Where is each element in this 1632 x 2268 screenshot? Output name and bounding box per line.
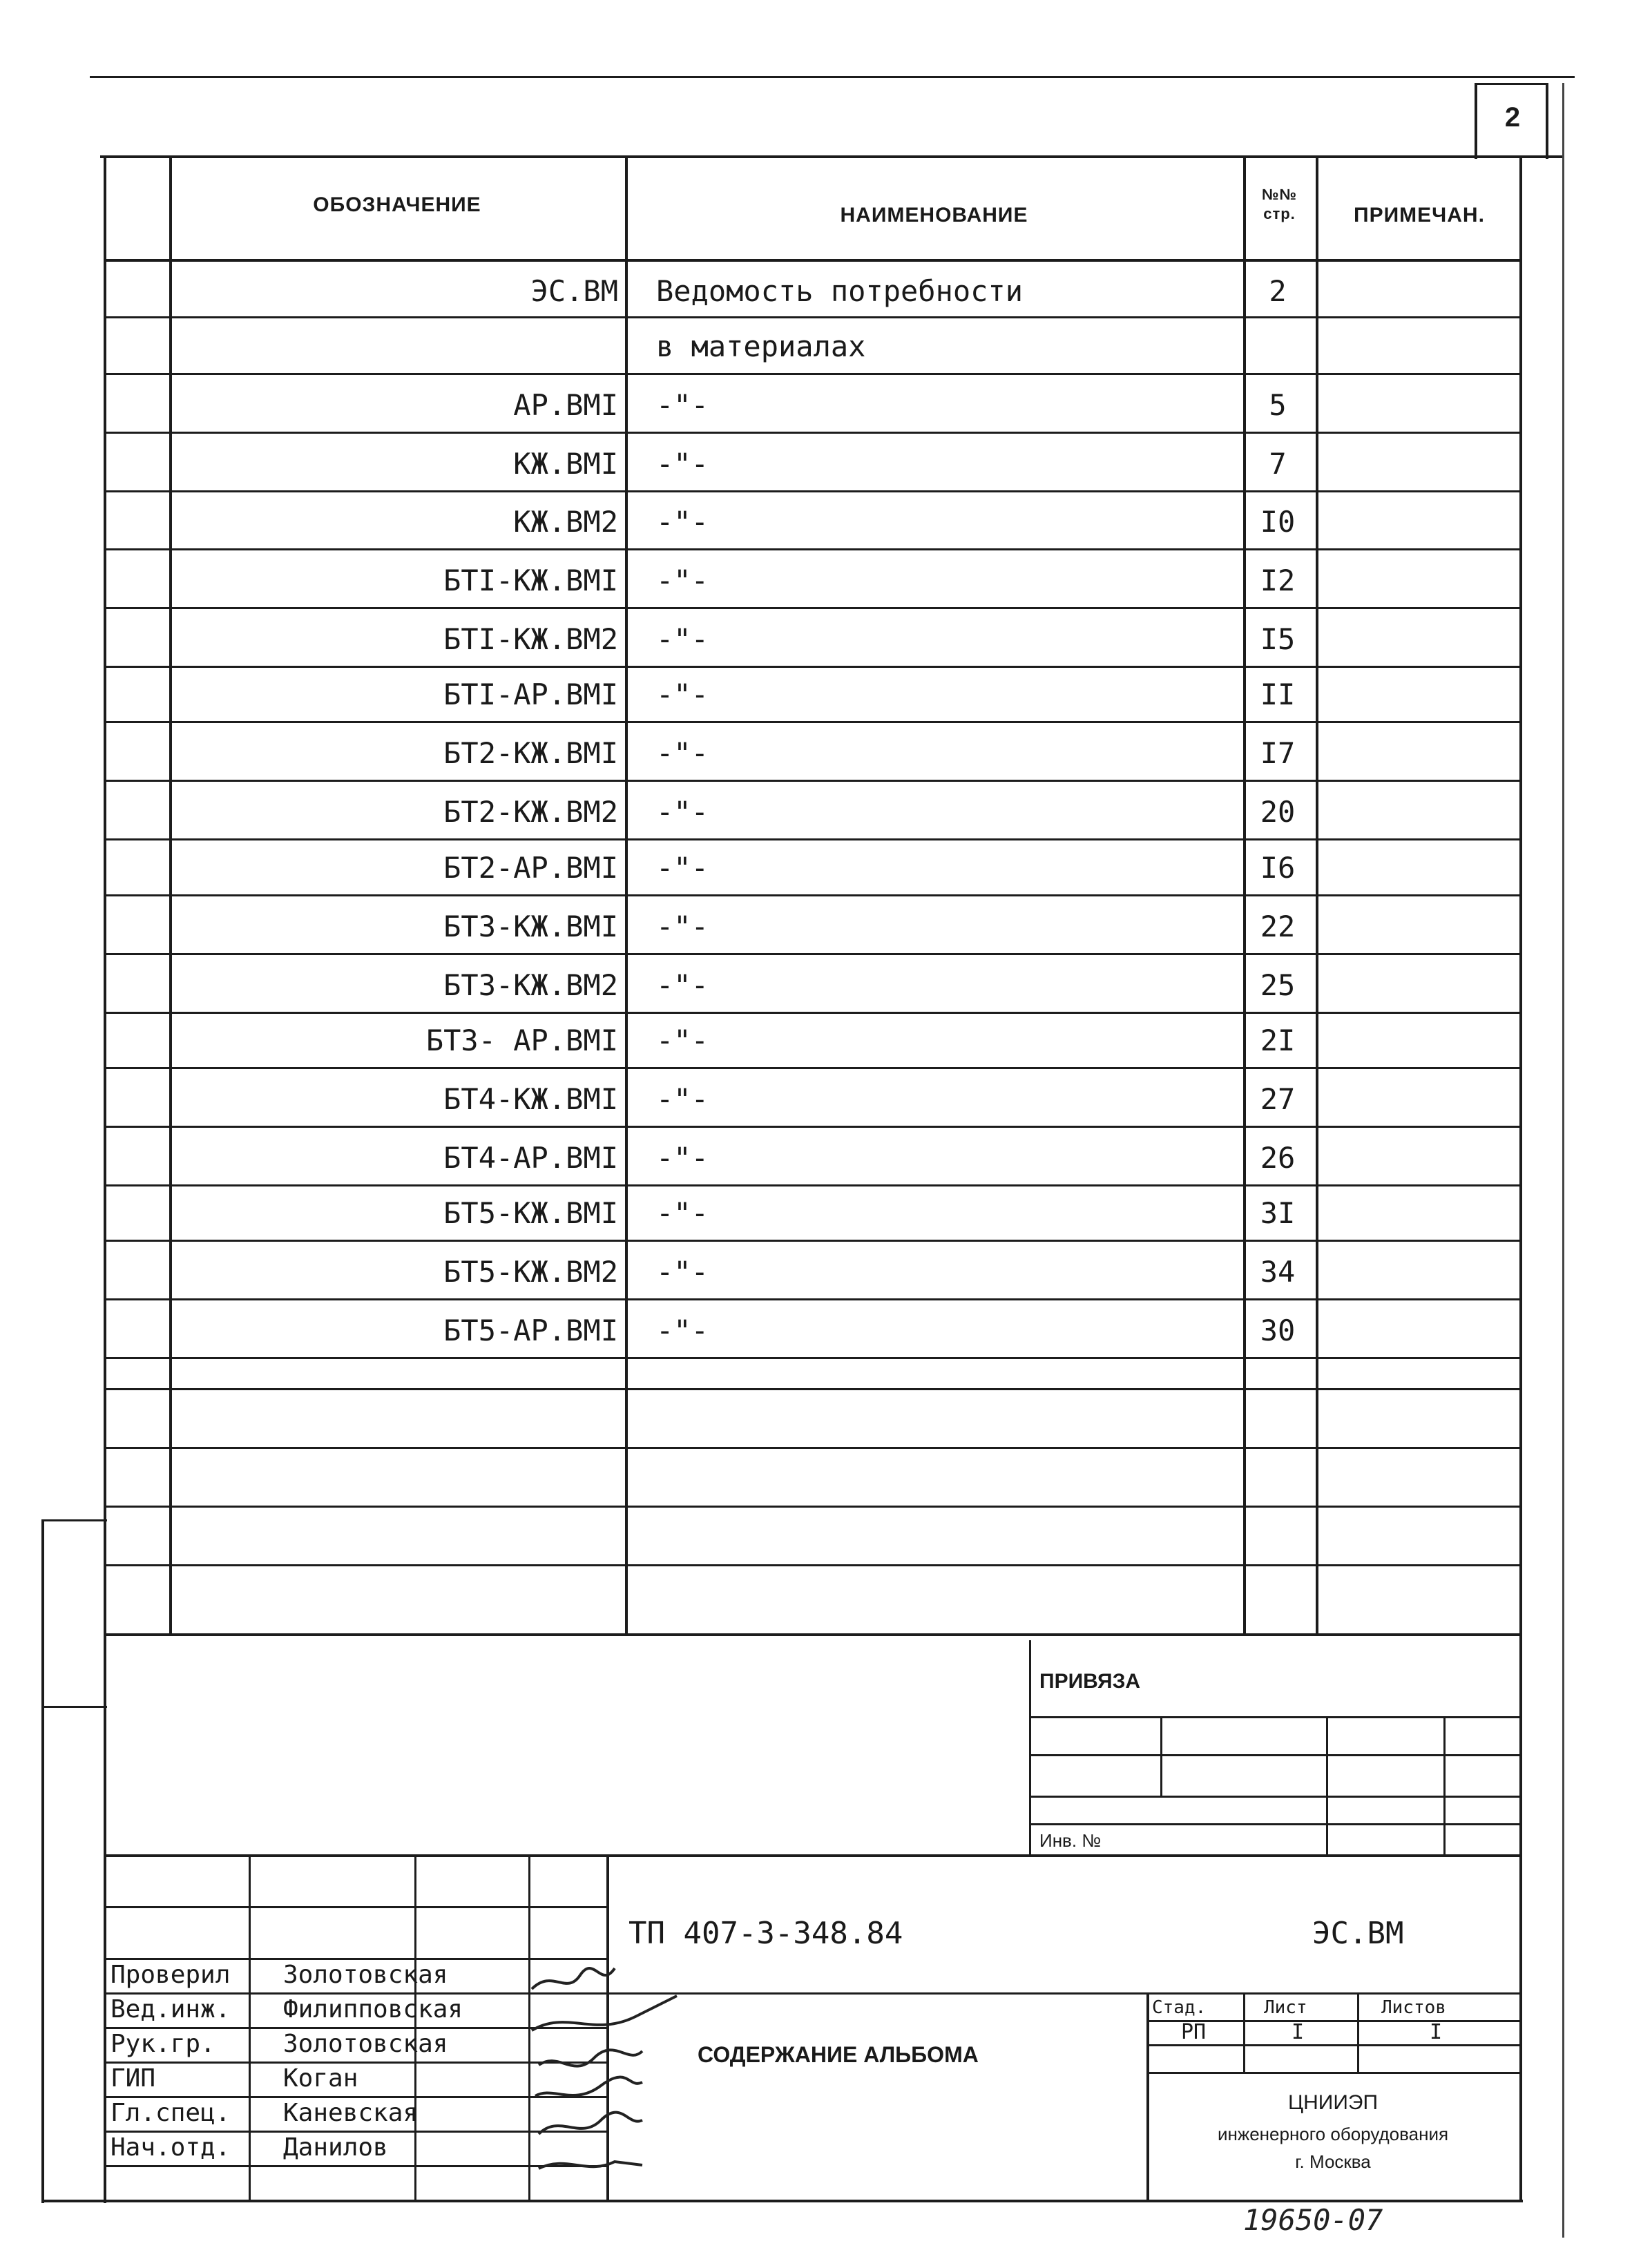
row-name: -"- (656, 677, 709, 711)
binding-left (1029, 1640, 1031, 1854)
binding-strip-left (41, 1519, 44, 2203)
signature-role: ГИП (111, 2064, 156, 2093)
header-note: ПРИМЕЧАН. (1354, 204, 1485, 227)
top-border-line (90, 76, 1575, 78)
table-row (111, 375, 1526, 436)
signature-mark (532, 1968, 615, 1989)
binding-row-4 (1029, 1823, 1519, 1825)
row-name: -"- (656, 447, 709, 481)
doc-code: ЭС.ВМ (1312, 1916, 1404, 1951)
table-row (111, 1300, 1526, 1361)
signature-mark (539, 2113, 642, 2134)
header-page-line1: №№ (1261, 186, 1298, 203)
row-code: БТ5-КЖ.ВМI (443, 1196, 618, 1230)
row-code: БТI-КЖ.ВМ2 (443, 622, 618, 656)
row-name: -"- (656, 505, 709, 539)
row-name: -"- (656, 736, 709, 770)
signature-name: Данилов (283, 2133, 388, 2162)
row-page: 20 (1260, 795, 1296, 829)
row-page: 22 (1260, 910, 1296, 943)
binding-label: ПРИВЯЗА (1039, 1670, 1141, 1693)
row-page: 2I (1260, 1024, 1296, 1057)
signature-name: Коган (283, 2064, 358, 2093)
header-name: НАИМЕНОВАНИЕ (840, 204, 1028, 227)
binding-col-2 (1326, 1716, 1328, 1854)
row-code: БТ3-КЖ.ВМ2 (443, 968, 618, 1002)
row-page: 2 (1269, 274, 1287, 308)
table-row (111, 434, 1526, 494)
binding-top (104, 1633, 1519, 1635)
row-page: 26 (1260, 1141, 1296, 1175)
signature-role: Нач.отд. (111, 2133, 231, 2162)
binding-row-1 (1029, 1716, 1519, 1718)
sheet-number: 2 (1504, 102, 1521, 133)
row-code: БТ2-КЖ.ВМ2 (443, 795, 618, 829)
row-page (1250, 316, 1305, 377)
binding-col-3 (1443, 1716, 1446, 1854)
signature-scribbles (525, 1948, 691, 2203)
doc-number: ТП 407-3-348.84 (628, 1916, 903, 1951)
org-city: г. Москва (1295, 2151, 1371, 2172)
binding-strip-mid (41, 1706, 107, 1708)
table-row (111, 316, 1526, 377)
table-row (111, 1010, 1526, 1071)
table-row (111, 664, 1526, 725)
row-page: I2 (1260, 564, 1296, 597)
row-code: БТ3-КЖ.ВМI (443, 910, 618, 943)
row-page: 25 (1260, 968, 1296, 1002)
row-code (111, 316, 618, 377)
table-row (111, 955, 1526, 1016)
signature-mark (535, 2077, 642, 2096)
outer-right-line (1562, 83, 1564, 2238)
row-name: -"- (656, 564, 709, 597)
row-name: -"- (656, 968, 709, 1002)
signature-role: Рук.гр. (111, 2030, 215, 2058)
tb-line (104, 1906, 608, 1908)
row-code: БТ3- АР.ВМI (425, 1024, 618, 1057)
row-line (104, 1357, 1519, 1359)
row-code: АР.ВМI (513, 388, 618, 422)
sheet-value: I (1292, 2020, 1305, 2044)
row-code: КЖ.ВМ2 (513, 505, 618, 539)
row-page: 5 (1269, 388, 1287, 422)
row-page: I5 (1260, 622, 1296, 656)
row-name: -"- (656, 1314, 709, 1347)
footer-number: 19650-07 (1243, 2203, 1383, 2237)
table-row (111, 723, 1526, 784)
row-name: в материалах (656, 329, 866, 363)
signature-name: Золотовская (283, 2030, 448, 2058)
row-page: II (1260, 677, 1296, 711)
row-name: -"- (656, 910, 709, 943)
signature-role: Вед.инж. (111, 1995, 231, 2024)
org-line2: инженерного оборудования (1217, 2124, 1449, 2144)
table-top-line (100, 155, 1564, 158)
stage-col (1243, 1992, 1245, 2072)
signature-name: Филипповская (283, 1995, 463, 2024)
binding-row-2 (1029, 1754, 1519, 1756)
signature-mark (532, 1996, 677, 2030)
row-name: -"- (656, 388, 709, 422)
tb-line-main (104, 1992, 1519, 1995)
row-page: I6 (1260, 851, 1296, 885)
row-name: Ведомость потребности (656, 274, 1024, 308)
table-row (111, 838, 1526, 898)
table-row (111, 1183, 1526, 1244)
row-code: БТ2-КЖ.ВМI (443, 736, 618, 770)
sheet-label: Лист (1264, 1997, 1307, 2018)
table-row (111, 261, 1526, 322)
binding-col-1 (1160, 1716, 1162, 1796)
sheets-label: Листов (1381, 1997, 1446, 2018)
row-page: 3I (1260, 1196, 1296, 1230)
row-code: БТ2-АР.ВМI (443, 851, 618, 885)
row-page: 34 (1260, 1255, 1296, 1289)
row-code: БТ4-АР.ВМI (443, 1141, 618, 1175)
row-line (104, 1388, 1519, 1390)
row-name: -"- (656, 1141, 709, 1175)
signature-role: Проверил (111, 1961, 231, 1989)
tb-col-1 (249, 1854, 251, 2200)
tb-col-2 (414, 1854, 416, 2200)
row-code: БТ5-АР.ВМI (443, 1314, 618, 1347)
row-line (104, 1447, 1519, 1449)
row-name: -"- (656, 851, 709, 885)
table-row (111, 492, 1526, 552)
header-page (1247, 185, 1312, 224)
header-code: ОБОЗНАЧЕНИЕ (313, 193, 481, 216)
sheet-box-left (1475, 83, 1477, 159)
header-page-line2: стр. (1263, 205, 1296, 222)
signature-name: Золотовская (283, 1961, 448, 1989)
stage-value: РП (1181, 2020, 1207, 2044)
inv-label: Инв. № (1039, 1830, 1102, 1851)
title-block-top (104, 1854, 1519, 1857)
signature-mark (539, 2162, 642, 2169)
row-name: -"- (656, 1024, 709, 1057)
table-row (111, 1069, 1526, 1130)
row-page: 7 (1269, 447, 1287, 481)
binding-strip-top (41, 1519, 107, 1521)
signature-role: Гл.спец. (111, 2099, 231, 2127)
row-code: БТ5-КЖ.ВМ2 (443, 1255, 618, 1289)
row-line (104, 1564, 1519, 1566)
row-page: 27 (1260, 1082, 1296, 1116)
stage-col (1357, 1992, 1359, 2072)
signature-name: Каневская (283, 2099, 419, 2127)
org-name: ЦНИИЭП (1287, 2091, 1379, 2114)
row-page: 30 (1260, 1314, 1296, 1347)
tb-bottom (41, 2200, 1523, 2202)
row-code: КЖ.ВМI (513, 447, 618, 481)
stage-line (1146, 2072, 1519, 2074)
row-name: -"- (656, 1082, 709, 1116)
row-code: БТI-КЖ.ВМI (443, 564, 618, 597)
row-code: ЭС.ВМ (530, 274, 618, 308)
row-code: БТI-АР.ВМI (443, 677, 618, 711)
stage-label: Стад. (1152, 1997, 1207, 2018)
row-code: БТ4-КЖ.ВМI (443, 1082, 618, 1116)
row-name: -"- (656, 795, 709, 829)
row-page: I7 (1260, 736, 1296, 770)
sheets-value: I (1430, 2020, 1443, 2044)
row-name: -"- (656, 1255, 709, 1289)
frame-left-line (104, 155, 106, 2203)
table-row (111, 896, 1526, 957)
row-name: -"- (656, 622, 709, 656)
table-row (111, 609, 1526, 670)
row-line (104, 1506, 1519, 1508)
album-title: СОДЕРЖАНИЕ АЛЬБОМА (698, 2042, 979, 2067)
binding-row-3 (1029, 1796, 1519, 1798)
row-name: -"- (656, 1196, 709, 1230)
table-row (111, 1242, 1526, 1303)
table-row (111, 782, 1526, 843)
table-row (111, 1128, 1526, 1189)
signature-mark (539, 2050, 642, 2066)
row-page: I0 (1260, 505, 1296, 539)
table-row (111, 550, 1526, 611)
